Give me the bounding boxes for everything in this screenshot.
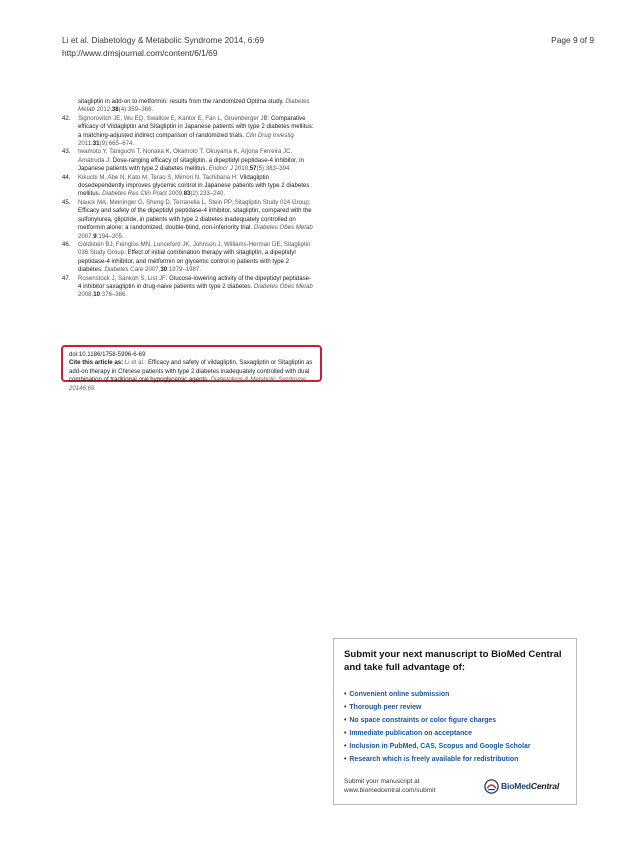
page-header [62, 34, 594, 60]
reference-number: 44. [62, 173, 71, 181]
reference-item [62, 275, 314, 300]
reference-number: 47. [62, 274, 71, 282]
reference-authors: Iwamoto Y, Taniguchi T, Nonaka K, Okamoto T, Okuyama K, Arjona Ferreira JC, Amatruda J: [78, 148, 293, 164]
reference-list [62, 98, 314, 300]
submit-manuscript-text [344, 777, 435, 795]
promo-benefit-item [344, 701, 572, 714]
reference-volume: 9 [93, 232, 97, 240]
reference-number: 46. [62, 240, 71, 248]
biomed-central-promo-box [333, 638, 577, 805]
citation-volume: 6:69. [82, 384, 97, 392]
reference-volume: 30 [160, 266, 168, 274]
biomed-central-logo [484, 779, 574, 795]
bullet-icon: • [344, 756, 347, 764]
promo-benefit-text: No space constraints or color figure charges [349, 717, 497, 725]
reference-source: Diabetes Metab [78, 98, 310, 114]
reference-number: 42. [62, 114, 71, 122]
reference-volume: 38 [111, 106, 119, 114]
citation-journal: Diabetology & Metabolic Syndrome [210, 376, 306, 384]
promo-benefit-text: Immediate publication on acceptance [349, 730, 472, 738]
citation-box [61, 345, 322, 392]
reference-title: Comparative efficacy of Vildagliptin and Sitagliptin in Japanese patients with type 2 diabetes mellitus: a matching-adjusted indirect comparison of randomized trials. [78, 114, 314, 139]
reference-pages: (2):233–240. [190, 190, 226, 198]
reference-source: Endocr J [208, 165, 233, 173]
reference-source: Diabetes Obes Metab [253, 282, 313, 290]
reference-item [62, 115, 314, 149]
promo-benefit-text: Thorough peer review [349, 704, 422, 712]
citation-authors: Li et al.: [124, 359, 147, 367]
bullet-icon: • [344, 717, 347, 725]
reference-year: 2008, [78, 291, 94, 299]
reference-pages: :194–205. [96, 232, 124, 240]
promo-benefit-text: Inclusion in PubMed, CAS, Scopus and Google Scholar [349, 743, 531, 751]
reference-pages: (5):383–394. [256, 165, 292, 173]
bullet-icon: • [344, 704, 347, 712]
promo-benefit-item [344, 727, 572, 740]
reference-pages: (4):359–366. [118, 106, 154, 114]
reference-source: Diabetes Res Clin Pract [102, 190, 167, 198]
reference-authors: Rosenstock J, Sankoh S, List JF: [78, 274, 168, 282]
reference-item [62, 174, 314, 199]
promo-benefit-item [344, 753, 572, 766]
reference-item [62, 98, 314, 115]
citation-text [69, 359, 314, 393]
reference-pages: :376–386. [100, 291, 128, 299]
reference-year: 2012, [96, 106, 112, 114]
reference-title: Vildagliptin dosedependently improves glycemic control in Japanese patients with type 2 diabetes mellitus. [78, 173, 310, 198]
reference-authors: Signorovitch JE, Wu EQ, Swallow E, Kantor E, Fan L, Gruenberger JB: [78, 114, 270, 122]
reference-year: 2007, [145, 266, 161, 274]
promo-benefit-list [344, 688, 572, 767]
reference-title: sitagliptin in add-on to metformin: results from the randomized Optima study. [78, 98, 284, 105]
article-url[interactable]: http://www.dmsjournal.com/content/6/1/69 [62, 48, 218, 58]
reference-title: Dose-ranging efficacy of sitagliptin, a dipeptidyl peptidase-4 inhibitor, in Japanese patients with type 2 diabetes mellitus. [78, 156, 304, 173]
journal-citation-line: Li et al. Diabetology & Metabolic Syndrome 2014, 6:69 [62, 35, 265, 45]
logo-central-text: Central [530, 781, 560, 791]
reference-authors: Goldstein BJ, Feinglos MN, Lunceford JK, Johnson J, Williams-Herman DE, Sitagliptin 036 Study Group: [78, 240, 311, 257]
reference-authors: Kikuchi M, Abe N, Kato M, Terao S, Mimori N, Tachibana H: [78, 173, 238, 181]
promo-title: Submit your next manuscript to BioMed Central and take full advantage of: [344, 649, 562, 673]
biomed-central-mark-icon [484, 779, 499, 794]
promo-benefit-item [344, 714, 572, 727]
bullet-icon: • [344, 691, 347, 698]
bullet-icon: • [344, 730, 347, 738]
submit-url[interactable]: www.biomedcentral.com/submit [344, 787, 436, 794]
reference-source: Diabetes Obes Metab [253, 224, 313, 232]
citation-label: Cite this article as: [69, 359, 124, 367]
reference-item [62, 199, 314, 241]
reference-pages: :1979–1987. [167, 266, 202, 274]
reference-volume: 10 [93, 291, 101, 299]
reference-source: Diabetes Care [104, 266, 144, 274]
reference-year: 2009, [168, 190, 184, 198]
reference-volume: 83 [183, 190, 191, 198]
reference-title: Effect of initial combination therapy with sitagliptin, a dipeptidyl peptidase-4 inhibitor, and metformin on glycemic control in patients with type 2 diabetes. [78, 249, 296, 274]
citation-year: 2014 [69, 384, 83, 392]
reference-title: Efficacy and safety of the dipeptidyl peptidase-4 inhibitor, sitagliptin, compared with the sulfonylurea, glipizide, in patients with type 2 diabetes inadequately controlled on metformin alone: a randomized, double-blind, non-inferiority trial. [78, 207, 312, 232]
page-number: Page 9 of 9 [551, 35, 594, 45]
reference-year: 2010, [234, 165, 250, 173]
reference-volume: 31 [92, 140, 100, 148]
promo-benefit-text: Research which is freely available for redistribution [349, 756, 519, 764]
biomed-central-wordmark [501, 781, 559, 791]
reference-item [62, 241, 314, 275]
citation-doi[interactable]: doi:10.1186/1758-5996-6-69 [69, 351, 146, 358]
reference-number: 45. [62, 198, 71, 206]
reference-authors: Nauck MA, Meininger G, Sheng D, Terranella L, Stein PP, Sitagliptin Study 024 Group: [78, 198, 311, 206]
reference-item [62, 148, 314, 173]
bullet-icon: • [344, 743, 347, 751]
reference-title: Glucose-lowering activity of the dipeptidyl peptidase-4 inhibitor saxagliptin in drug-naive patients with type 2 diabetes. [78, 274, 312, 290]
promo-benefit-text: Convenient online submission [349, 691, 450, 698]
reference-number: 43. [62, 148, 71, 156]
reference-year: 2007, [78, 232, 94, 240]
submit-label: Submit your manuscript at [344, 778, 420, 785]
promo-benefit-item [344, 688, 572, 701]
reference-year: 2011, [78, 140, 93, 148]
citation-title: Efficacy and safety of vildagliptin, Saxagliptin or Sitagliptin as add-on therapy in Chinese patients with type 2 diabetes inadequately controlled with dual combination of traditional oral hypoglycemic agents. [69, 359, 313, 384]
reference-source: Clin Drug Investig [245, 131, 294, 139]
promo-benefit-item [344, 740, 572, 753]
logo-biomed-text: BioMed [501, 781, 531, 791]
reference-pages: (9):665–674. [99, 140, 135, 148]
reference-volume: 57 [249, 165, 257, 173]
